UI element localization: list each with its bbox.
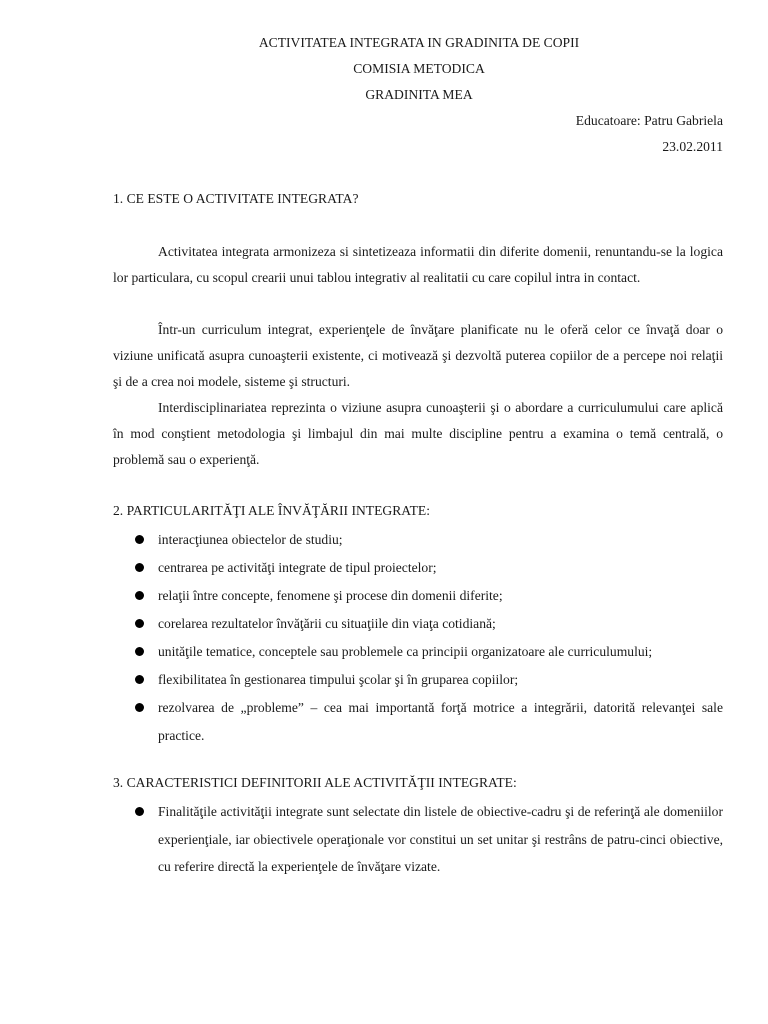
list-item [113,582,723,610]
list-item-text: centrarea pe activităţi integrate de tipul proiectelor; [158,560,437,575]
section-1-paragraph: Interdisciplinariatea reprezinta o viziune asupra cunoaşterii şi o abordare a curriculumului care aplică în mod conştient metodologia şi limbajul din mai multe discipline pentru a examina o temă centrală, o problemă sau o experienţă. [113,400,723,467]
list-item-text: flexibilitatea în gestionarea timpului şcolar şi în gruparea copiilor; [158,672,519,687]
list-item [113,610,723,638]
list-item [113,798,723,881]
section-2-title: 2. PARTICULARITĂŢI ALE ÎNVĂŢĂRII INTEGRATE: [113,503,430,518]
list-item-text: interacţiunea obiectelor de studiu; [158,532,343,547]
date-line: 23.02.2011 [662,139,723,154]
bullet-icon [135,535,144,544]
list-item [113,554,723,582]
section-1-paragraph: Activitatea integrata armonizeza si sintetizeaza informatii din diferite domenii, renuntandu-se la logica lor particulara, cu scopul crearii unui tablou integrativ al realitatii cu care copilul intra in contact. [113,244,723,285]
list-item-text: Finalităţile activităţii integrate sunt selectate din listele de obiective-cadru şi de referinţă ale domeniilor experienţiale, iar obiectivele operaţionale vor constitui un set unitar şi restrâns de patru-cinci obiective, cu referire directă la experienţele de învăţare vizate. [158,804,723,874]
section-1-paragraph: Într-un curriculum integrat, experienţele de învăţare planificate nu le oferă celor ce învaţă doar o viziune unificată asupra cunoaşterii existente, ci motivează şi dezvoltă puterea copiilor de a percepe noi relaţii şi de a crea noi modele, sisteme şi structuri. [113,322,723,389]
bullet-icon [135,807,144,816]
bullet-icon [135,563,144,572]
list-item-text: rezolvarea de „probleme” – cea mai importantă forţă motrice a integrării, datorită relevanţei sale practice. [158,700,723,743]
document-subtitle-commission: COMISIA METODICA [353,61,485,76]
list-item [113,694,723,749]
section-3-title: 3. CARACTERISTICI DEFINITORII ALE ACTIVITĂŢII INTEGRATE: [113,775,517,790]
bullet-icon [135,619,144,628]
section-1-title: 1. CE ESTE O ACTIVITATE INTEGRATA? [113,191,359,206]
section-3-list [113,798,723,881]
bullet-icon [135,647,144,656]
bullet-icon [135,591,144,600]
document-subtitle-kindergarten: GRADINITA MEA [365,87,473,102]
author-line: Educatoare: Patru Gabriela [575,113,723,128]
list-item-text: unităţile tematice, conceptele sau problemele ca principii organizatoare ale curriculumului; [158,644,653,659]
list-item-text: corelarea rezultatelor învăţării cu situaţiile din viaţa cotidiană; [158,616,496,631]
list-item [113,638,723,666]
list-item [113,666,723,694]
section-2-list [113,526,723,749]
bullet-icon [135,703,144,712]
bullet-icon [135,675,144,684]
list-item [113,526,723,554]
list-item-text: relaţii între concepte, fenomene şi procese din domenii diferite; [158,588,503,603]
document-title: ACTIVITATEA INTEGRATA IN GRADINITA DE COPII [258,35,580,50]
